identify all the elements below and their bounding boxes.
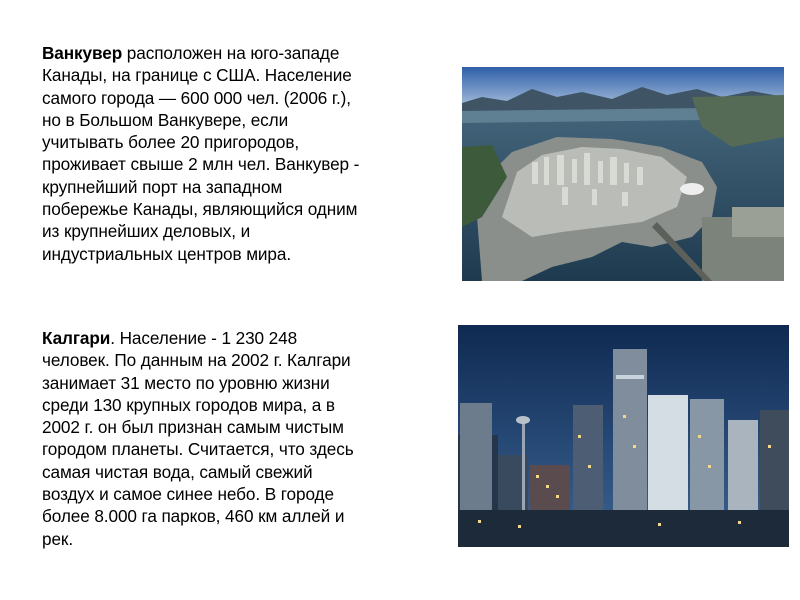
calgary-line: более 8.000 га парков, 460 км аллей и — [42, 506, 345, 527]
calgary-title: Калгари — [42, 328, 111, 348]
vancouver-line: Канады, на границе с США. Население — [42, 65, 352, 86]
vancouver-line: индустриальных центров мира. — [42, 243, 292, 264]
vancouver-text — [42, 42, 432, 265]
vancouver-title: Ванкувер — [42, 43, 123, 63]
calgary-line: Калгари. Население - 1 230 248 — [42, 328, 298, 348]
vancouver-line: из крупнейших деловых, и — [42, 221, 251, 242]
calgary-line: рек. — [42, 528, 74, 549]
calgary-line: человек. По данным на 2002 г. Калгари — [42, 350, 351, 371]
vancouver-line: проживает свыше 2 млн чел. Ванкувер - — [42, 154, 360, 175]
vancouver-photo — [462, 67, 784, 281]
vancouver-line: но в Большом Ванкувере, если — [42, 109, 289, 130]
calgary-line: среди 130 крупных городов мира, а в — [42, 394, 335, 415]
vancouver-line: побережье Канады, являющийся одним — [42, 199, 358, 220]
vancouver-line: Ванкувер расположен на юго-западе — [42, 43, 340, 63]
vancouver-line: учитывать более 20 пригородов, — [42, 132, 300, 153]
calgary-text — [42, 327, 432, 550]
calgary-line: воздух и самое синее небо. В городе — [42, 484, 334, 505]
vancouver-line: самого города — 600 000 чел. (2006 г.), — [42, 87, 351, 108]
vancouver-line: крупнейший порт на западном — [42, 176, 283, 197]
calgary-line: 2002 г. он был признан самым чистым — [42, 417, 344, 438]
calgary-line: занимает 31 место по уровню жизни — [42, 372, 330, 393]
calgary-photo — [458, 325, 789, 547]
calgary-line: городом планеты. Считается, что здесь — [42, 439, 354, 460]
calgary-line: самая чистая вода, самый свежий — [42, 461, 313, 482]
